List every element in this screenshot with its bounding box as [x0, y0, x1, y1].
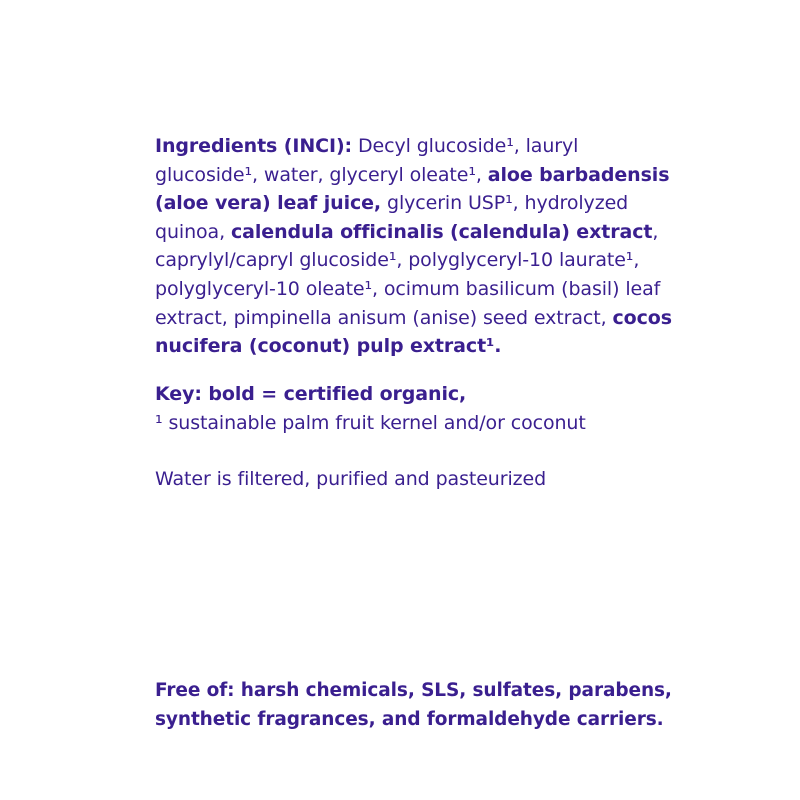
key-bold-legend: Key: bold = certified organic,: [155, 383, 467, 405]
free-of-line-1: Free of: harsh chemicals, SLS, sulfates, parabens,: [155, 680, 672, 701]
ingredient-text: caprylyl/capryl glucoside¹, polyglyceryl-10 laurate¹,: [155, 249, 640, 272]
ingredients-line: [155, 132, 655, 161]
ingredient-organic-text: Ingredients (INCI):: [155, 135, 353, 157]
ingredients-line: [155, 275, 661, 304]
ingredients-line: [155, 246, 655, 275]
ingredient-text: glycerin USP¹, hydrolyzed: [381, 192, 629, 215]
ingredients-line: [155, 304, 672, 333]
ingredient-text: extract, pimpinella anisum (anise) seed extract,: [155, 306, 613, 329]
ingredient-text: polyglyceryl-10 oleate¹, ocimum basilicum (basil) leaf: [155, 277, 661, 300]
ingredients-line: [155, 189, 655, 218]
ingredients-line: [155, 332, 655, 361]
ingredient-text: ,: [652, 220, 659, 243]
water-note-text: Water is filtered, purified and pasteurized: [155, 468, 547, 490]
ingredients-line: [155, 161, 670, 190]
ingredient-text: glucoside¹, water, glyceryl oleate¹,: [155, 163, 488, 186]
ingredient-organic-text: aloe barbadensis: [487, 163, 670, 186]
free-of-statement: [155, 676, 675, 734]
ingredient-organic-text: cocos: [612, 306, 672, 329]
ingredient-organic-text: (aloe vera) leaf juice,: [155, 192, 382, 215]
free-of-line-2: synthetic fragrances, and formaldehyde carriers.: [155, 709, 664, 730]
key-footnote-legend: ¹ sustainable palm fruit kernel and/or coconut: [155, 411, 586, 434]
key-legend: [155, 380, 655, 437]
water-note: [155, 465, 655, 494]
ingredient-organic-text: nucifera (coconut) pulp extract¹.: [155, 335, 502, 358]
ingredient-text: Decyl glucoside¹, lauryl: [352, 135, 579, 157]
ingredients-line: [155, 218, 659, 247]
ingredient-organic-text: calendula officinalis (calendula) extract: [230, 220, 653, 243]
ingredient-text: quinoa,: [155, 220, 231, 243]
ingredients-list: [155, 132, 672, 361]
